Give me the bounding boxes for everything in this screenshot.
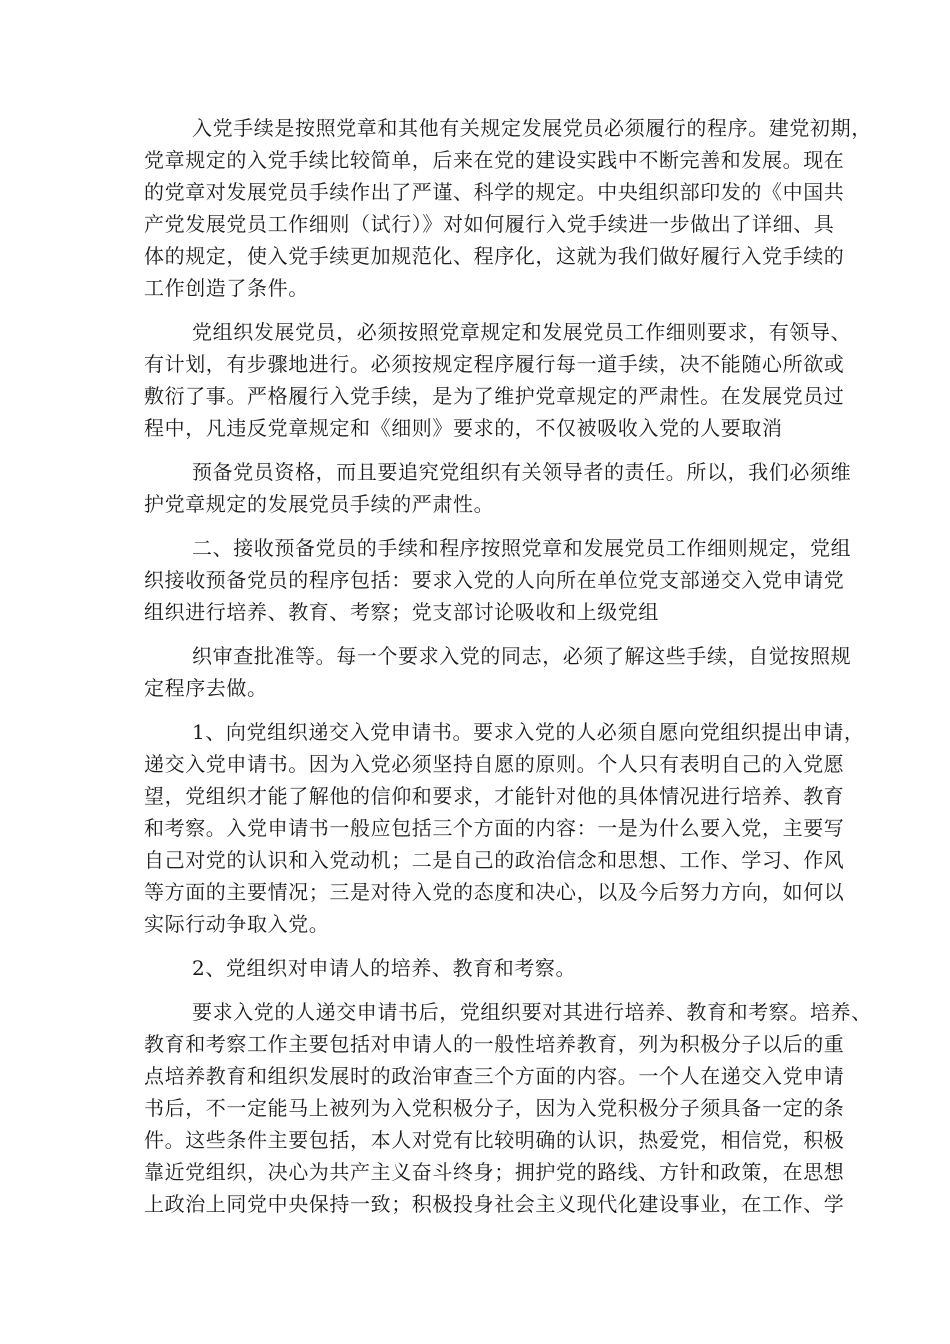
paragraph-6-line-7: 实际行动争取入党。 [144, 912, 330, 936]
paragraph-4-line-2: 织接收预备党员的程序包括：要求入党的人向所在单位党支部递交入党申请党 [144, 568, 845, 592]
paragraph-8-line-3: 点培养教育和组织发展时的政治审查三个方面的内容。一个人在递交入党申请 [144, 1064, 845, 1088]
paragraph-8-line-5: 件。这些条件主要包括，本人对党有比较明确的认识，热爱党，相信党，积极 [144, 1128, 845, 1152]
paragraph-5-line-1: 织审查批准等。每一个要求入党的同志，必须了解这些手续，自觉按照规 [192, 644, 852, 668]
paragraph-2-line-4: 程中，凡违反党章规定和《细则》要求的，不仅被吸收入党的人要取消 [144, 416, 783, 440]
paragraph-1-line-1: 入党手续是按照党章和其他有关规定发展党员必须履行的程序。建党初期， [192, 116, 872, 140]
paragraph-6-line-2: 递交入党申请书。因为入党必须坚持自愿的原则。个人只有表明自己的入党愿 [144, 752, 845, 776]
paragraph-3-line-2: 护党章规定的发展党员手续的严肃性。 [144, 492, 495, 516]
paragraph-1-line-4: 产党发展党员工作细则（试行）》对如何履行入党手续进一步做出了详细、具 [144, 212, 835, 236]
paragraph-8-line-6: 靠近党组织，决心为共产主义奋斗终身；拥护党的路线、方针和政策，在思想 [144, 1160, 845, 1184]
paragraph-8-line-2: 教育和考察工作主要包括对申请人的一般性培养教育，列为积极分子以后的重 [144, 1032, 845, 1056]
paragraph-6-line-3: 望，党组织才能了解他的信仰和要求，才能针对他的具体情况进行培养、教育 [144, 784, 845, 808]
paragraph-4-line-1: 二、接收预备党员的手续和程序按照党章和发展党员工作细则规定，党组 [192, 536, 852, 560]
paragraph-6-line-4: 和考察。入党申请书一般应包括三个方面的内容：一是为什么要入党，主要写 [144, 816, 845, 840]
paragraph-1-line-6: 工作创造了条件。 [144, 276, 309, 300]
paragraph-4-line-3: 组织进行培养、教育、考察；党支部讨论吸收和上级党组 [144, 600, 659, 624]
paragraph-6-line-1: 1、向党组织递交入党申请书。要求入党的人必须自愿向党组织提出申请， [192, 720, 865, 744]
paragraph-8-line-7: 上政治上同党中央保持一致；积极投身社会主义现代化建设事业，在工作、学 [144, 1192, 845, 1216]
paragraph-1-line-3: 的党章对发展党员手续作出了严谨、科学的规定。中央组织部印发的《中国共 [144, 180, 845, 204]
paragraph-2-line-1: 党组织发展党员，必须按照党章规定和发展党员工作细则要求，有领导、 [192, 320, 852, 344]
paragraph-1-line-5: 体的规定，使入党手续更加规范化、程序化，这就为我们做好履行入党手续的 [144, 244, 845, 268]
paragraph-7-line-1: 2、党组织对申请人的培养、教育和考察。 [192, 956, 577, 980]
paragraph-2-line-2: 有计划，有步骤地进行。必须按规定程序履行每一道手续，决不能随心所欲或 [144, 352, 845, 376]
paragraph-3-line-1: 预备党员资格，而且要追究党组织有关领导者的责任。所以，我们必须维 [192, 460, 852, 484]
paragraph-1-line-2: 党章规定的入党手续比较简单，后来在党的建设实践中不断完善和发展。现在 [144, 148, 845, 172]
paragraph-2-line-3: 敷衍了事。严格履行入党手续，是为了维护党章规定的严肃性。在发展党员过 [144, 384, 845, 408]
paragraph-5-line-2: 定程序去做。 [144, 676, 268, 700]
paragraph-8-line-4: 书后，不一定能马上被列为入党积极分子，因为入党积极分子须具备一定的条 [144, 1096, 845, 1120]
paragraph-8-line-1: 要求入党的人递交申请书后，党组织要对其进行培养、教育和考察。培养、 [192, 1000, 872, 1024]
paragraph-6-line-5: 自己对党的认识和入党动机；二是自己的政治信念和思想、工作、学习、作风 [144, 848, 845, 872]
paragraph-6-line-6: 等方面的主要情况；三是对待入党的态度和决心，以及今后努力方向，如何以 [144, 880, 845, 904]
